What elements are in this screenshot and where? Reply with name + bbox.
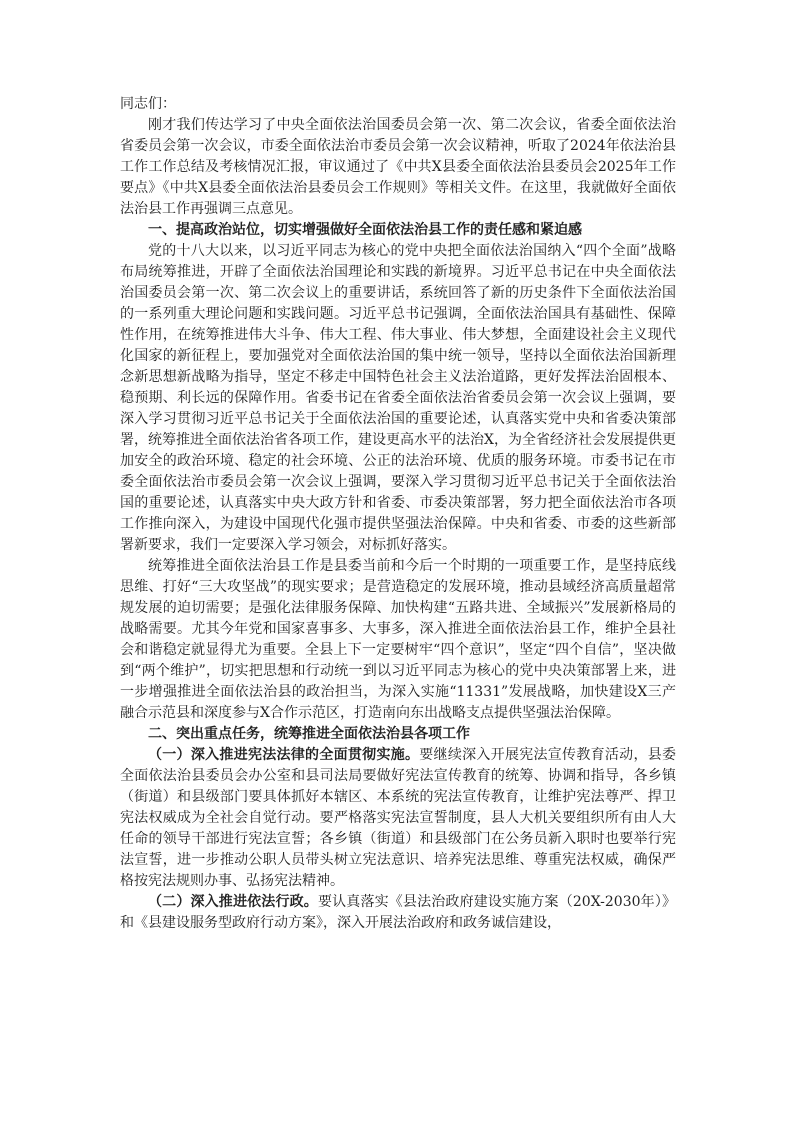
salutation: 同志们： [120,96,176,112]
item-1-title: （一）深入推进宪法法律的全面贯彻实施。 [148,747,420,763]
item-2-title: （二）深入推进依法行政。 [148,894,318,910]
intro-paragraph: 刚才我们传达学习了中央全面依法治国委员会第一次、第二次会议，省委全面依法治省委员会第一次会议，市委全面依法治市委员会第一次会议精神，听取了2024年依法治县工作工作总结及考核情况汇报，审议通过了《中共X县委全面依法治县委员会2025年工作要点》《中共X县委全面依法治县委员会工作规则》等相关文件。在这里，我就做好全面依法治县工作再强调三点意见。 [120,117,676,217]
section-2-item-1 [120,745,676,892]
document-page [120,94,676,934]
section-1-paragraph-2: 统筹推进全面依法治县工作是县委当前和今后一个时期的一项重要工作，是坚持底线思维、打好“三大攻坚战”的现实要求；是营造稳定的发展环境，推动县域经济高质量超常规发展的迫切需要；是强化法律服务保障、加快构建“五路共进、全域振兴”发展新格局的战略需要。尤其今年党和国家喜事多、大事多，深入推进全面依法治县工作，维护全县社会和谐稳定就显得尤为重要。全县上下一定要树牢“四个意识”，坚定“四个自信”，坚决做到“两个维护”，切实把思想和行动统一到以习近平同志为核心的党中央决策部署上来，进一步增强推进全面依法治县的政治担当，为深入实施“11331”发展战略，加快建设X三产融合示范县和深度参与X合作示范区，打造南向东出战略支点提供坚强法治保障。 [120,558,676,721]
item-2-text: 要认真落实《县法治政府建设实施方案（20X-2030年）》和《县建设服务型政府行动方案》，深入开展法治政府和政务诚信建设， [120,894,677,931]
section-1-paragraph-1: 党的十八大以来，以习近平同志为核心的党中央把全面依法治国纳入“四个全面”战略布局统筹推进，开辟了全面依法治国理论和实践的新境界。习近平总书记在中央全面依法治国委员会第一次、第二次会议上的重要讲话，系统回答了新的历史条件下全面依法治国的一系列重大理论问题和实践问题。习近平总书记强调，全面依法治国具有基础性、保障性作用，在统筹推进伟大斗争、伟大工程、伟大事业、伟大梦想，全面建设社会主义现代化国家的新征程上，要加强党对全面依法治国的集中统一领导，坚持以全面依法治国新理念新思想新战略为指导，坚定不移走中国特色社会主义法治道路，更好发挥法治固根本、稳预期、利长远的保障作用。省委书记在省委全面依法治省委员会第一次会议上强调，要深入学习贯彻习近平总书记关于全面依法治国的重要论述，认真落实党中央和省委决策部署，统筹推进全面依法治省各项工作，建设更高水平的法治X，为全省经济社会发展提供更加安全的政治环境、稳定的社会环境、公正的法治环境、优质的服务环境。市委书记在市委全面依法治市委员会第一次会议上强调，要深入学习贯彻习近平总书记关于全面依法治国的重要论述，认真落实中央大政方针和省委、市委决策部署，努力把全面依法治市各项工作推向深入，为建设中国现代化强市提供坚强法治保障。中央和省委、市委的这些新部署新要求，我们一定要深入学习领会，对标抓好落实。 [120,243,676,553]
section-1-heading: 一、提高政治站位，切实增强做好全面依法治县工作的责任感和紧迫感 [148,222,582,238]
item-1-text: 要继续深入开展宪法宣传教育活动，县委全面依法治县委员会办公室和县司法局要做好宪法宣传教育的统筹、协调和指导，各乡镇（街道）和县级部门要具体抓好本辖区、本系统的宪法宣传教育，让维护宪法尊严、捍卫宪法权威成为全社会自觉行动。要严格落实宪法宣誓制度，县人大机关要组织所有由人大任命的领导干部进行宪法宣誓；各乡镇（街道）和县级部门在公务员新入职时也要举行宪法宣誓，进一步推动公职人员带头树立宪法意识、培养宪法思维、尊重宪法权威，确保严格按宪法规则办事、弘扬宪法精神。 [120,747,677,889]
section-2-item-2 [120,892,676,934]
section-2-heading: 二、突出重点任务，统筹推进全面依法治县各项工作 [148,726,470,742]
